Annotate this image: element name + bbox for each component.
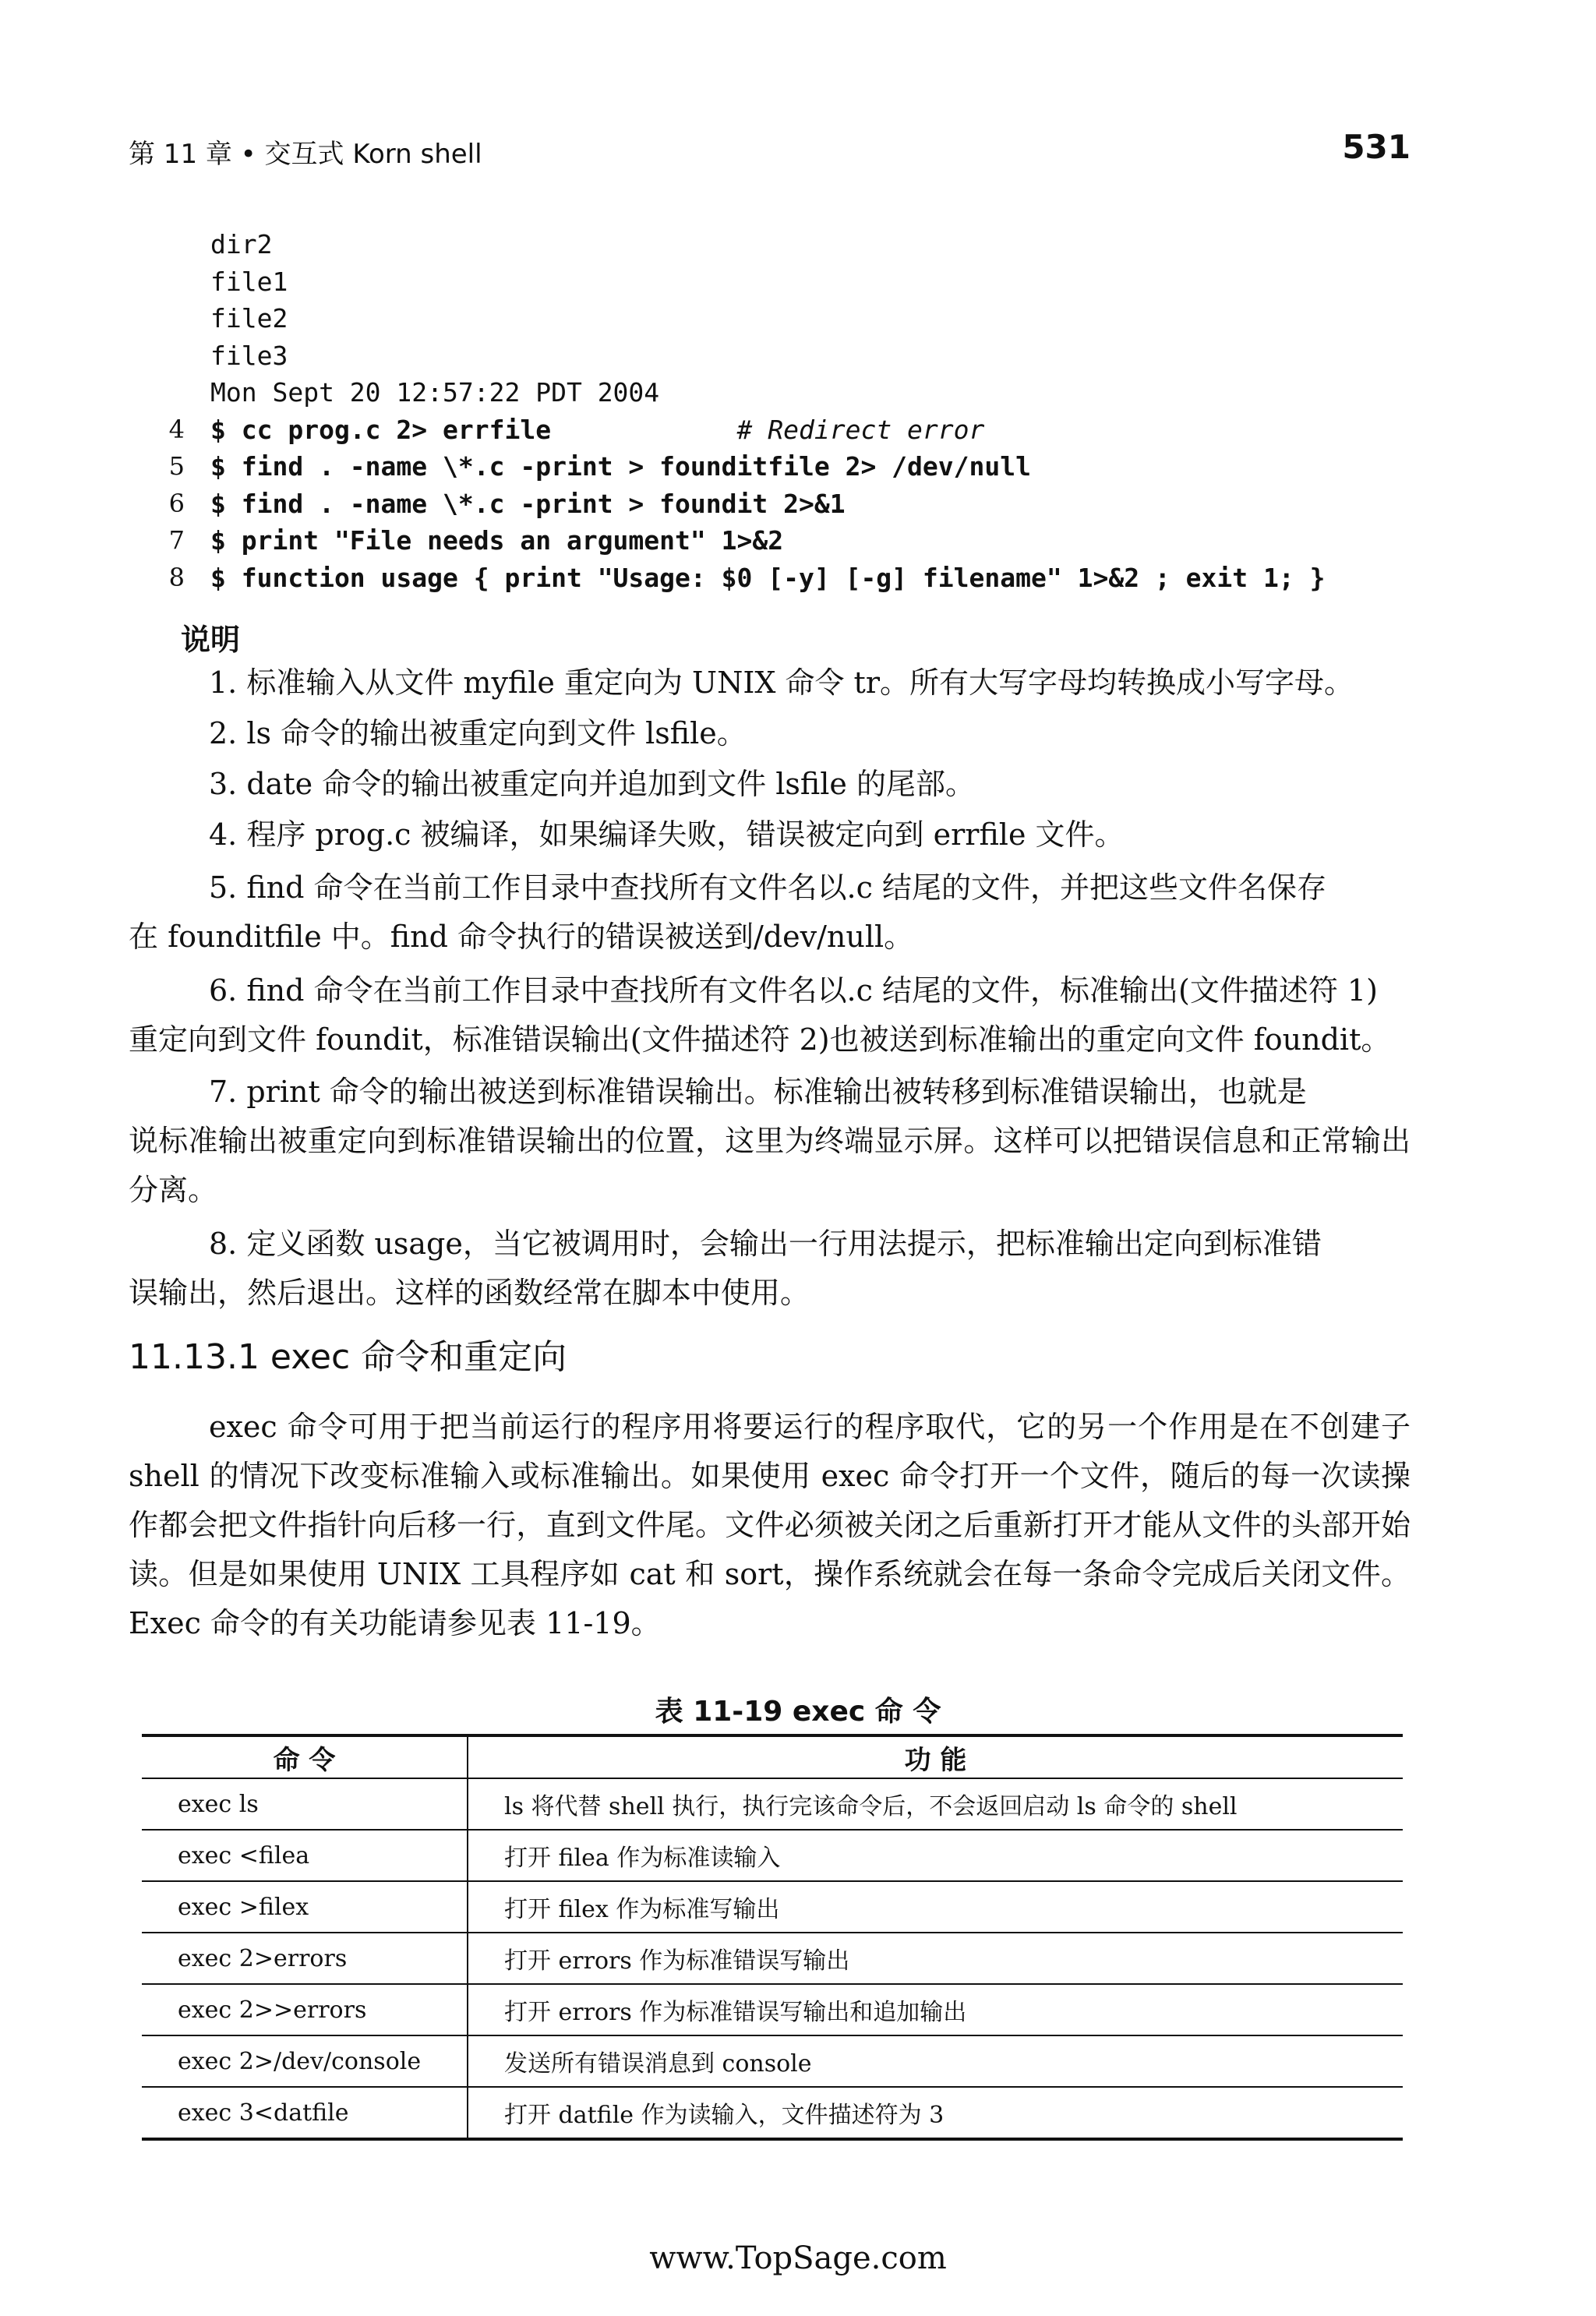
table-row [142,2035,1403,2087]
chapter-title: 第 11 章 • 交互式 Korn shell [129,139,482,170]
command-cell: exec 2>errors [142,1933,468,1984]
explanation-item [129,760,1411,809]
code-text: file1 [210,266,288,297]
function-cell: 发送所有错误消息到 console [468,2035,1403,2087]
explanation-item [129,709,1411,758]
table-caption: 表 11-19 exec 命 令 [655,1696,941,1728]
explanation-first-line: 4. 程序 prog.c 被编译，如果编译失败，错误被定向到 errfile 文件。 [209,817,1125,852]
command-cell: exec 2>>errors [142,1984,468,2035]
explanation-first-line: 2. ls 命令的输出被重定向到文件 lsfile。 [209,716,747,750]
code-line-number: 6 [168,488,185,518]
code-line [210,300,1325,337]
table-row [142,2087,1403,2139]
running-header [129,128,1411,179]
code-text: dir2 [210,229,273,259]
table-row [142,1984,1403,2035]
function-cell: 打开 errors 作为标准错误写输出和追加输出 [468,1984,1403,2035]
code-line-number: 4 [168,414,185,444]
exec-command-table [142,1734,1403,2141]
command-cell: exec <filea [142,1830,468,1881]
command-cell: exec 3<datfile [142,2087,468,2139]
explanation-continuation: 说标准输出被重定向到标准错误输出的位置，这里为终端显示屏。这样可以把错误信息和正常输出分离。 [129,1124,1411,1207]
command-cell: exec 2>/dev/console [142,2035,468,2087]
code-line [210,337,1325,375]
code-line-number: 5 [168,451,185,481]
explanation-continuation: 重定向到文件 foundit，标准错误输出(文件描述符 2)也被送到标准输出的重定向文件 foundit。 [129,1022,1391,1057]
function-cell: 打开 datfile 作为读输入，文件描述符为 3 [468,2087,1403,2139]
table-row [142,1881,1403,1933]
command-cell: exec ls [142,1778,468,1830]
explanation-first-line: 5. find 命令在当前工作目录中查找所有文件名以.c 结尾的文件，并把这些文件名保存 [209,870,1327,905]
explanation-item [129,1068,1411,1215]
function-cell: 打开 filea 作为标准读输入 [468,1830,1403,1881]
code-line [210,263,1325,301]
command-cell: exec >filex [142,1881,468,1933]
table-row [142,1933,1403,1984]
function-cell: 打开 filex 作为标准写输出 [468,1881,1403,1933]
explanation-item [129,1220,1411,1318]
code-text: $ function usage { print "Usage: $0 [-y] [-g] filename" 1>&2 ; exit 1; } [210,562,1326,593]
body-paragraph: exec 命令可用于把当前运行的程序用将要运行的程序取代，它的另一个作用是在不创建子 shell 的情况下改变标准输入或标准输出。如果使用 exec 命令打开一个文件，随后的每一次读操作都会把文件指针向后移一行，直到文件尾。文件必须被关闭之后重新打开才能从文件的头部开始读。但是如果使用 UNIX 工具程序如 cat 和 sort，操作系统就会在每一条命令完成后关闭文件。Exec 命令的有关功能请参见表 11-19。 [129,1410,1411,1640]
subsection-title: 11.13.1 exec 命令和重定向 [129,1337,567,1377]
code-text: $ find . -name \*.c -print > founditfile 2> /dev/null [210,451,1031,482]
code-line [168,560,1326,597]
explanation-item [129,810,1411,860]
explanation-item [129,863,1411,962]
page-number: 531 [1342,128,1411,166]
code-line [168,522,1325,560]
column-header-command: 命 令 [142,1735,468,1778]
explanation-continuation: 在 founditfile 中。find 命令执行的错误被送到/dev/null。 [129,920,914,954]
code-line [168,411,1325,449]
code-listing [168,226,1326,596]
explanation-first-line: 8. 定义函数 usage，当它被调用时，会输出一行用法提示，把标准输出定向到标准错 [209,1227,1322,1261]
explanation-item [129,658,1411,708]
code-line-number: 7 [168,525,185,555]
explanation-continuation: 误输出，然后退出。这样的函数经常在脚本中使用。 [129,1276,810,1310]
code-text: file2 [210,303,288,334]
table-row [142,1778,1403,1830]
code-comment: # Redirect error [551,414,985,445]
table-header-row [142,1735,1403,1778]
explanation-first-line: 7. print 命令的输出被送到标准错误输出。标准输出被转移到标准错误输出，也就是 [209,1075,1307,1109]
column-header-function: 功 能 [468,1735,1403,1778]
explanation-first-line: 6. find 命令在当前工作目录中查找所有文件名以.c 结尾的文件，标准输出(文件描述符 1) [209,973,1378,1008]
function-cell: ls 将代替 shell 执行，执行完该命令后，不会返回启动 ls 命令的 shell [468,1778,1403,1830]
code-text: Mon Sept 20 12:57:22 PDT 2004 [210,377,660,408]
code-text: file3 [210,340,288,371]
explanation-item [129,966,1411,1064]
table-row [142,1830,1403,1881]
code-text: $ find . -name \*.c -print > foundit 2>&1 [210,488,846,519]
explanation-first-line: 1. 标准输入从文件 myfile 重定向为 UNIX 命令 tr。所有大写字母均转换成小写字母。 [209,665,1354,700]
code-line [210,226,1325,263]
code-text: $ print "File needs an argument" 1>&2 [210,525,784,556]
code-line [210,374,1325,411]
code-text: $ cc prog.c 2> errfile [210,414,552,445]
explanation-heading: 说明 [181,623,241,657]
function-cell: 打开 errors 作为标准错误写输出 [468,1933,1403,1984]
code-line [168,448,1325,485]
code-line-number: 8 [168,562,185,592]
explanation-first-line: 3. date 命令的输出被重定向并追加到文件 lsfile 的尾部。 [209,767,975,801]
code-line [168,485,1325,523]
footer-url: www.TopSage.com [649,2240,947,2276]
